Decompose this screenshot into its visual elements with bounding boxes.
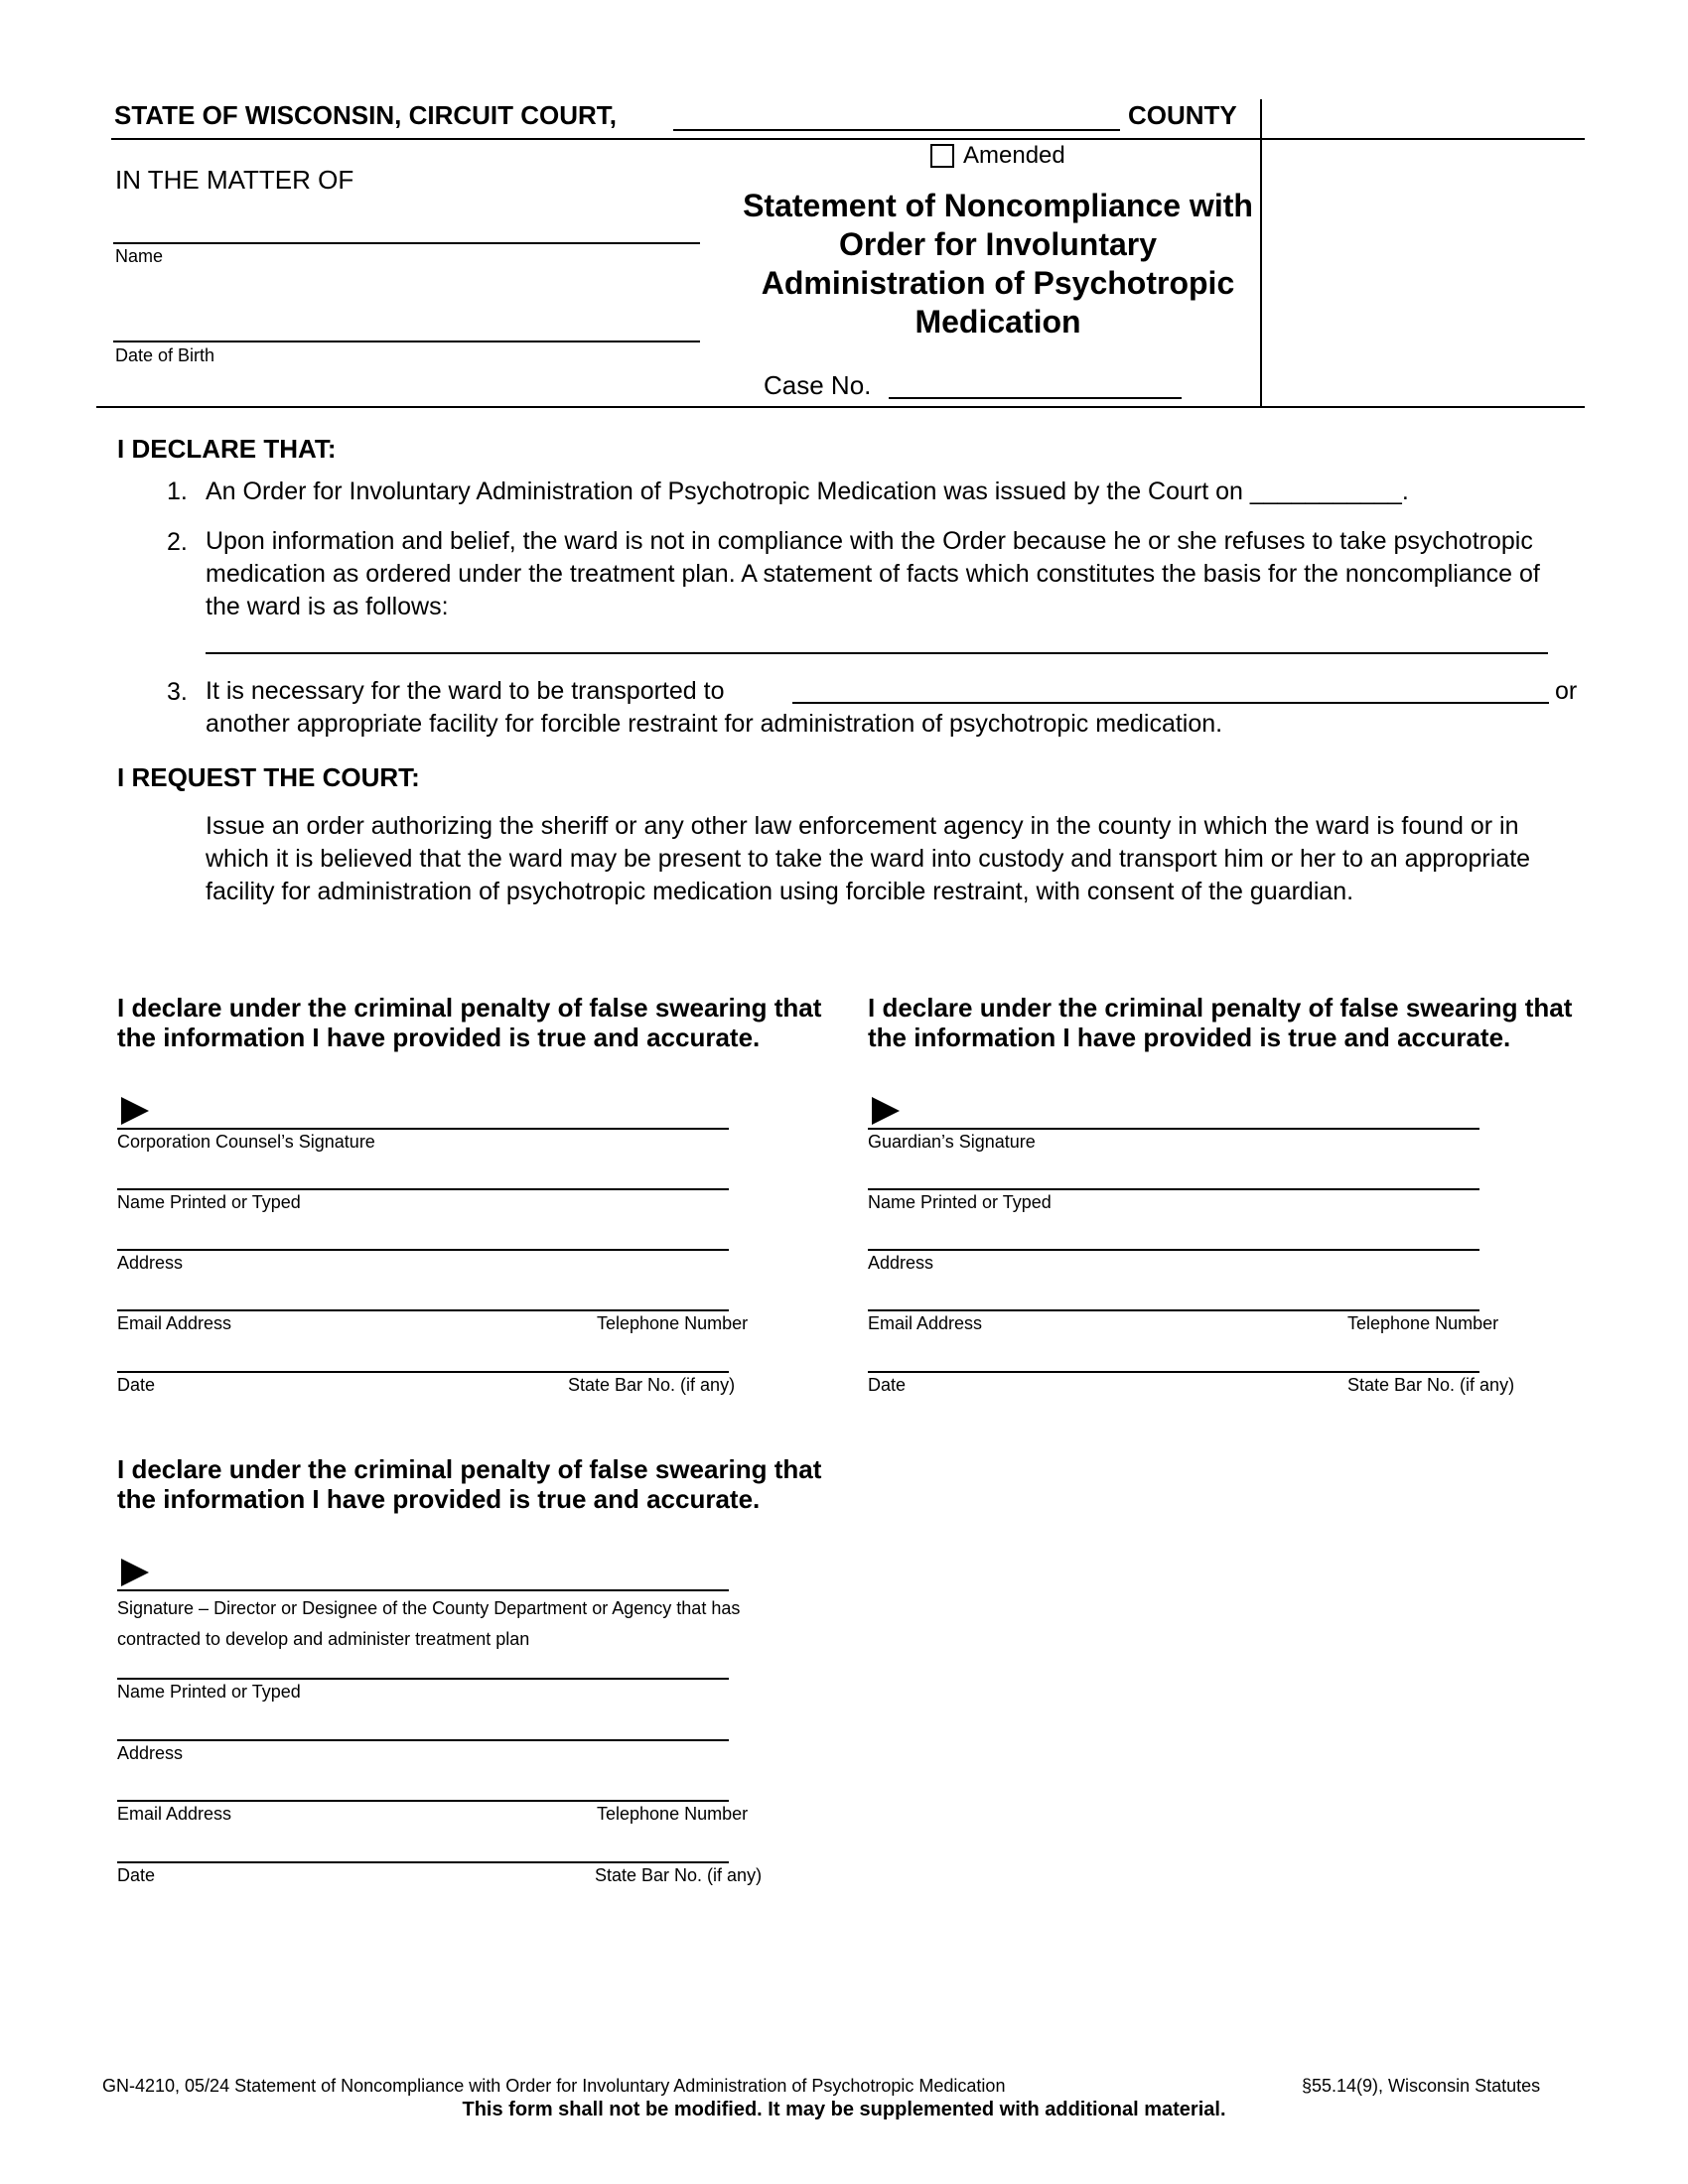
declare-heading: I DECLARE THAT: [117,434,337,464]
declaration-text: I declare under the criminal penalty of false swearing that the information I have provided is true and accurate. [868,993,1573,1052]
director-name-field[interactable] [117,1678,729,1680]
counsel-address-field[interactable] [117,1249,729,1251]
counsel-bar-label: State Bar No. (if any) [568,1375,736,1395]
director-signature-field[interactable] [117,1589,729,1591]
guardian-bar-label: State Bar No. (if any) [1347,1375,1515,1395]
counsel-date-label: Date [117,1375,156,1395]
header-rule [111,138,1585,140]
item-1-number: 1. [167,478,188,505]
matter-label: IN THE MATTER OF [115,165,354,195]
noncompliance-facts-field[interactable] [206,652,1548,654]
director-date-bar-field[interactable] [117,1861,729,1863]
sign-here-arrow-icon [872,1097,900,1125]
guardian-signature-label: Guardian’s Signature [868,1132,1036,1152]
item-2-number: 2. [167,528,188,556]
director-signature-label: Signature – Director or Designee of the County Department or Agency that has contracted to develop and administer treatment plan [117,1598,741,1649]
counsel-date-bar-field[interactable] [117,1371,729,1373]
item-3-or: or [1555,677,1578,705]
guardian-date-bar-field[interactable] [868,1371,1479,1373]
counsel-name-label: Name Printed or Typed [117,1192,301,1212]
director-email-phone-field[interactable] [117,1800,729,1802]
guardian-name-label: Name Printed or Typed [868,1192,1052,1212]
item-1-text: An Order for Involuntary Administration of Psychotropic Medication was issued by the Court on ___________. [206,478,1409,505]
form-title: Statement of Noncompliance with Order for Involuntary Administration of Psychotropic Medication [743,188,1253,340]
dob-field[interactable] [113,341,700,342]
footer-statute: §55.14(9), Wisconsin Statutes [1302,2076,1541,2096]
guardian-phone-label: Telephone Number [1347,1313,1499,1333]
court-line: STATE OF WISCONSIN, CIRCUIT COURT, [114,100,618,130]
amended-checkbox[interactable] [930,144,954,168]
request-text: Issue an order authorizing the sheriff or any other law enforcement agency in the county in which the ward is found or in which it is believed that the ward may be present to take the ward into custody and transport him or her to an appropriate facility for administration of psychotropic medication using forcible restraint, with consent of the guardian. [206,812,1531,905]
footer-form-id: GN-4210, 05/24 Statement of Noncompliance with Order for Involuntary Administration of Psychotropic Medication [102,2076,1006,2096]
county-label: COUNTY [1128,100,1237,130]
guardian-signature-field[interactable] [868,1128,1479,1130]
guardian-email-phone-field[interactable] [868,1309,1479,1311]
guardian-email-label: Email Address [868,1313,983,1333]
director-address-label: Address [117,1743,184,1763]
footer-notice: This form shall not be modified. It may be supplemented with additional material. [462,2099,1226,2120]
request-heading: I REQUEST THE COURT: [117,762,420,792]
header-bottom-rule [96,406,1585,408]
director-date-label: Date [117,1865,156,1885]
director-phone-label: Telephone Number [597,1804,749,1824]
counsel-name-field[interactable] [117,1188,729,1190]
case-no-field[interactable] [889,397,1182,399]
counsel-email-phone-field[interactable] [117,1309,729,1311]
sign-here-arrow-icon [121,1559,149,1586]
sign-here-arrow-icon [121,1097,149,1125]
name-label: Name [115,246,164,266]
guardian-date-label: Date [868,1375,907,1395]
director-address-field[interactable] [117,1739,729,1741]
director-name-label: Name Printed or Typed [117,1682,301,1702]
county-name-field[interactable] [673,129,1120,131]
case-no-label: Case No. [764,370,872,400]
amended-label: Amended [963,142,1065,169]
guardian-name-field[interactable] [868,1188,1479,1190]
item-2-text: Upon information and belief, the ward is not in compliance with the Order because he or she refuses to take psychotropic medication as ordered under the treatment plan. A statement of facts which constitutes the basis for the noncompliance of the ward is as follows: [206,527,1540,620]
counsel-signature-label: Corporation Counsel’s Signature [117,1132,375,1152]
guardian-address-field[interactable] [868,1249,1479,1251]
director-bar-label: State Bar No. (if any) [595,1865,763,1885]
guardian-address-label: Address [868,1253,934,1273]
director-email-label: Email Address [117,1804,232,1824]
counsel-address-label: Address [117,1253,184,1273]
declaration-text: I declare under the criminal penalty of false swearing that the information I have provided is true and accurate. [117,993,822,1052]
dob-label: Date of Birth [115,345,215,365]
counsel-email-label: Email Address [117,1313,232,1333]
name-field[interactable] [113,242,700,244]
declaration-text: I declare under the criminal penalty of false swearing that the information I have provided is true and accurate. [117,1454,822,1514]
counsel-signature-field[interactable] [117,1128,729,1130]
transport-facility-field[interactable] [792,702,1549,704]
item-3-text-a: It is necessary for the ward to be transported to [206,677,725,705]
item-3-number: 3. [167,678,188,706]
item-3-text-b: another appropriate facility for forcible restraint for administration of psychotropic medication. [206,710,1223,738]
counsel-phone-label: Telephone Number [597,1313,749,1333]
